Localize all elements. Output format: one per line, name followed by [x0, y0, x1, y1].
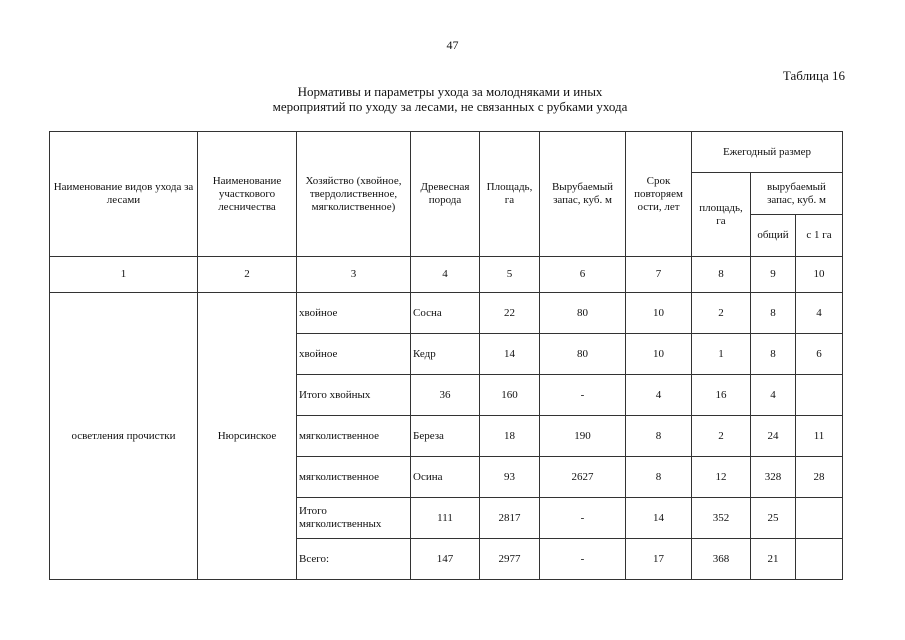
annual-total-cell: 21: [751, 539, 796, 580]
annual-area-cell: 16: [692, 375, 751, 416]
per-ha-cell: 28: [796, 457, 843, 498]
annual-total-cell: 8: [751, 293, 796, 334]
area-cell: 93: [480, 457, 540, 498]
forest-care-table: [49, 131, 843, 580]
header-period: Срок повторяем ости, лет: [626, 132, 692, 257]
area-cell: 2977: [480, 539, 540, 580]
annual-area-cell: 2: [692, 416, 751, 457]
title-line-1: Нормативы и параметры ухода за молодняками и иных: [297, 84, 603, 99]
per-ha-cell: 6: [796, 334, 843, 375]
header-annual: Ежегодный размер: [692, 132, 843, 173]
annual-total-cell: 328: [751, 457, 796, 498]
annual-area-cell: 12: [692, 457, 751, 498]
header-per-ha: с 1 га: [796, 215, 843, 257]
column-number: 8: [692, 257, 751, 293]
stock-cell: -: [540, 375, 626, 416]
annual-total-cell: 8: [751, 334, 796, 375]
period-cell: 4: [626, 375, 692, 416]
annual-area-cell: 368: [692, 539, 751, 580]
farm-cell: хвойное: [297, 334, 411, 375]
column-number: 10: [796, 257, 843, 293]
period-cell: 8: [626, 416, 692, 457]
stock-cell: 2627: [540, 457, 626, 498]
annual-total-cell: 25: [751, 498, 796, 539]
stock-cell: -: [540, 498, 626, 539]
header-annual-stock: вырубаемый запас, куб. м: [751, 173, 843, 215]
farm-cell: мягколиственное: [297, 457, 411, 498]
period-cell: 8: [626, 457, 692, 498]
care-type-cell: осветления прочистки: [50, 293, 198, 580]
farm-cell: хвойное: [297, 293, 411, 334]
species-cell: Кедр: [411, 334, 480, 375]
stock-cell: 80: [540, 334, 626, 375]
per-ha-cell: 11: [796, 416, 843, 457]
header-area: Площадь, га: [480, 132, 540, 257]
area-cell: 18: [480, 416, 540, 457]
species-cell: Осина: [411, 457, 480, 498]
per-ha-cell: [796, 375, 843, 416]
species-cell: Береза: [411, 416, 480, 457]
header-care-type: Наименование видов ухода за лесами: [50, 132, 198, 257]
period-cell: 14: [626, 498, 692, 539]
farm-cell: Всего:: [297, 539, 411, 580]
per-ha-cell: 4: [796, 293, 843, 334]
header-species: Древесная порода: [411, 132, 480, 257]
area-cell: 22: [480, 293, 540, 334]
column-number: 5: [480, 257, 540, 293]
per-ha-cell: [796, 539, 843, 580]
table-title: [200, 84, 700, 114]
annual-total-cell: 24: [751, 416, 796, 457]
species-cell: 147: [411, 539, 480, 580]
species-cell: 36: [411, 375, 480, 416]
column-number: 2: [198, 257, 297, 293]
area-cell: 14: [480, 334, 540, 375]
stock-cell: -: [540, 539, 626, 580]
per-ha-cell: [796, 498, 843, 539]
farm-cell: мягколиственное: [297, 416, 411, 457]
column-number: 7: [626, 257, 692, 293]
species-cell: Сосна: [411, 293, 480, 334]
species-cell: 111: [411, 498, 480, 539]
column-number: 6: [540, 257, 626, 293]
stock-cell: 80: [540, 293, 626, 334]
annual-area-cell: 1: [692, 334, 751, 375]
farm-cell: Итого хвойных: [297, 375, 411, 416]
period-cell: 17: [626, 539, 692, 580]
header-forestry: Наименование участкового лесничества: [198, 132, 297, 257]
farm-cell: Итого мягколиственных: [297, 498, 411, 539]
area-cell: 160: [480, 375, 540, 416]
header-cut-stock: Вырубаемый запас, куб. м: [540, 132, 626, 257]
forestry-cell: Нюрсинское: [198, 293, 297, 580]
column-numbers-row: [50, 257, 843, 293]
period-cell: 10: [626, 334, 692, 375]
annual-area-cell: 352: [692, 498, 751, 539]
header-farm: Хозяйство (хвойное, твердолиственное, мягколиственное): [297, 132, 411, 257]
column-number: 9: [751, 257, 796, 293]
header-annual-area: площадь, га: [692, 173, 751, 257]
table-row: [50, 293, 843, 334]
column-number: 4: [411, 257, 480, 293]
header-total: общий: [751, 215, 796, 257]
table-label: Таблица 16: [782, 68, 845, 83]
area-cell: 2817: [480, 498, 540, 539]
stock-cell: 190: [540, 416, 626, 457]
annual-area-cell: 2: [692, 293, 751, 334]
column-number: 3: [297, 257, 411, 293]
period-cell: 10: [626, 293, 692, 334]
column-number: 1: [50, 257, 198, 293]
annual-total-cell: 4: [751, 375, 796, 416]
title-line-2: мероприятий по уходу за лесами, не связанных с рубками ухода: [272, 99, 628, 114]
page-number: 47: [446, 38, 459, 52]
